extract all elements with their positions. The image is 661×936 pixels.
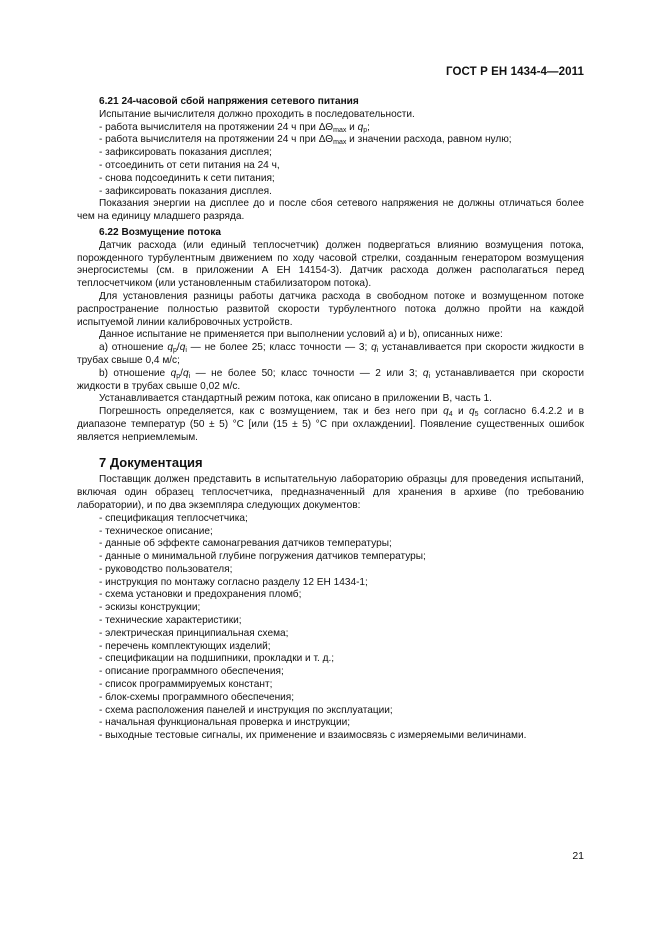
list-item: - перечень комплектующих изделий;: [99, 640, 271, 652]
section-6-22-para2: Для установления разницы работы датчика расхода в свободном потоке и возмущенном потоке распространение полностью развитой скорости турбулентного потока должно пройти на каждой испытуемой линии калибровочных устройств.: [77, 290, 584, 328]
symbol-q: q: [167, 342, 173, 354]
text-run: устанавливается при скорости жидкости в трубах свыше 0,02 м/с.: [77, 367, 584, 392]
list-item: - зафиксировать показания дисплея.: [99, 185, 272, 197]
symbol-q: q: [182, 367, 189, 379]
symbol-q: q: [443, 406, 449, 418]
symbol-q: q: [371, 342, 377, 354]
text-run: - работа вычислителя на протяжении 24 ч при ΔΘ: [99, 134, 334, 146]
subscript: p: [363, 126, 368, 134]
list-item: - руководство пользователя;: [99, 563, 233, 575]
page-number: 21: [572, 850, 584, 862]
list-item: - блок-схемы программного обеспечения;: [99, 691, 295, 703]
section-6-22-title: 6.22 Возмущение потока: [99, 226, 221, 238]
text-run: /: [180, 367, 183, 379]
text-run: ;: [367, 121, 370, 133]
text-run: и значении расхода, равном нулю;: [346, 134, 512, 146]
symbol-q: q: [179, 342, 186, 354]
symbol-q: q: [469, 406, 475, 418]
text-run: и: [452, 406, 470, 418]
list-item: - отсоединить от сети питания на 24 ч,: [99, 159, 280, 171]
text-run: - работа вычислителя на протяжении 24 ч при ΔΘ: [99, 121, 334, 133]
subscript: i: [185, 347, 187, 355]
text-run: b) отношение: [99, 367, 171, 379]
documents-list: [77, 513, 584, 743]
subscript: i: [428, 372, 431, 380]
section-6-22-para4: Устанавливается стандартный режим потока, как описано в приложении В, часть 1.: [99, 393, 492, 405]
section-7-title: 7 Документация: [99, 454, 203, 470]
list-item: [77, 134, 584, 147]
list-item: - схема расположения панелей и инструкция по эксплуатации;: [99, 704, 393, 716]
list-item: - технические характеристики;: [99, 615, 242, 627]
subscript: 5: [474, 411, 479, 419]
subscript: 4: [448, 411, 453, 419]
list-item: - электрическая принципиальная схема;: [99, 627, 289, 639]
text-run: /: [176, 342, 180, 354]
text-run: — не более 25; класс точности — 3;: [186, 342, 372, 354]
subscript: i: [376, 347, 379, 355]
section-6-21-closing: Показания энергии на дисплее до и после сбоя сетевого напряжения не должны отличаться более чем на единицу младшего разряда.: [77, 198, 584, 223]
list-item: - спецификации на подшипники, прокладки и т. д.;: [99, 653, 335, 665]
list-item: - зафиксировать показания дисплея;: [99, 147, 272, 159]
text-run: а) отношение: [99, 342, 168, 354]
list-item: - техническое описание;: [99, 525, 213, 537]
text-run: согласно 6.4.2.2 и в диапазоне температур (50 ± 5) °С [или (15 ± 5) °С при охлаждении]. Появление существенных ошибок является неприемлемым.: [77, 406, 584, 443]
list-item: - схема установки и предохранения пломб;: [99, 589, 302, 601]
list-item: - спецификация теплосчетчика;: [99, 512, 248, 524]
subscript: p: [176, 372, 181, 380]
subscript: max: [333, 139, 347, 147]
list-item: - описание программного обеспечения;: [99, 666, 284, 678]
text-run: и: [346, 121, 358, 133]
list-item: - список программируемых констант;: [99, 679, 273, 691]
condition-a: [77, 342, 584, 368]
condition-b: [77, 368, 584, 394]
section-6-22-para5: [77, 406, 584, 444]
section-6-22-para1: Датчик расхода (или единый теплосчетчик) должен подвергаться влиянию возмущения потока, порожденного турбулентным движением по ходу часовой стрелки, созданным генератором возмущения энергосистемы (см. в приложении А ЕН 14154-3). Датчик расхода должен располагаться перед теплосчетчиком (или установленным стабилизатором потока).: [77, 239, 584, 290]
section-6-22-para3: Данное испытание не применяется при выполнении условий а) и b), описанных ниже:: [99, 329, 503, 341]
symbol-q: q: [357, 121, 364, 133]
list-item: - инструкция по монтажу согласно разделу 12 ЕН 1434-1;: [99, 576, 368, 588]
subscript: i: [188, 372, 191, 380]
list-item: - снова подсоединить к сети питания;: [99, 172, 275, 184]
section-6-21-title: 6.21 24-часовой сбой напряжения сетевого питания: [99, 96, 359, 107]
text-run: устанавливается при скорости жидкости в трубах свыше 0,4 м/с;: [77, 342, 584, 366]
symbol-q: q: [422, 367, 429, 379]
text-run: Погрешность определяется, как с возмущением, так и без него при: [99, 406, 444, 418]
list-item: - эскизы конструкции;: [99, 602, 201, 614]
symbol-q: q: [170, 367, 177, 379]
list-item: - данные об эффекте самонагревания датчиков температуры;: [99, 538, 392, 550]
list-item: - данные о минимальной глубине погружения датчиков температуры;: [99, 551, 426, 563]
list-item: - выходные тестовые сигналы, их применение и взаимосвязь с измеряемыми величинами.: [99, 730, 527, 742]
document-code: ГОСТ Р ЕН 1434-4—2011: [446, 66, 584, 78]
list-item: - начальная функциональная проверка и инструкции;: [99, 717, 351, 729]
subscript: max: [333, 126, 347, 134]
text-run: — не более 50; класс точности — 2 или 3;: [190, 367, 423, 379]
section-7-intro: Поставщик должен представить в испытательную лабораторию образцы для проведения испытаний, включая один образец теплосчетчика, предназначенный для хранения в архиве (по требованию лаборатории), и по два экземпляра следующих документов:: [77, 474, 584, 511]
subscript: p: [172, 347, 177, 355]
section-6-21-intro: Испытание вычислителя должно проходить в последовательности.: [99, 108, 415, 120]
list-item: [77, 122, 584, 135]
page-content: [77, 96, 584, 743]
